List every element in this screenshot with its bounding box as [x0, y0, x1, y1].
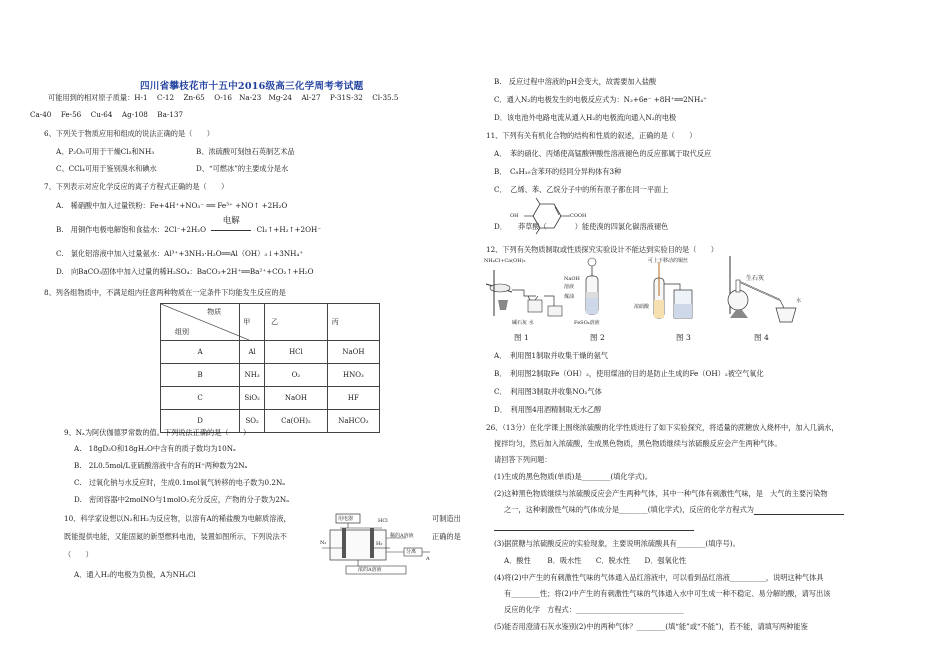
q26-part2-line2-text: 之一，这种刺激性气味的气体成分是________(填化学式)，反应的化学方程式为	[504, 505, 754, 514]
fig1-bottom-label: 碱石灰 水	[512, 320, 534, 326]
q26-part4-line1: (4)将(2)中产生的有刺激性气味的气体通入品红溶液中，可以看到品红溶液__________，说明这种气体具	[494, 573, 824, 582]
fig2-solution-label: 溶液	[564, 284, 575, 290]
atomic-masses-line1: 可能用到的相对原子质量：H-1 C-12 Zn-65 O-16 Na-23 Mg-24 Al-27 P-31S-32 Cl-35.5	[48, 93, 399, 102]
q8-col-bing: 丙	[327, 304, 379, 341]
q7-option-d: D. 向BaCO₃固体中加入过量的稀H₂SO₄：BaCO₃+2H⁺══Ba²⁺+CO₂↑+H₂O	[56, 267, 314, 276]
q11-stem: 11、下列有关有机化合物的结构和性质的叙述，正确的是（ ）	[486, 131, 697, 140]
q10-stem-line1: 10、科学家设想以N₂和H₂为反应物，以溶有A的稀盐酸为电解质溶液，	[64, 514, 291, 523]
q8-cell: NaOH	[327, 341, 379, 364]
q8-cell: Al	[240, 341, 265, 364]
fuel-cell-concentrated-label: 浓的A溶液	[358, 567, 382, 573]
q26-stem-line1: 26、（13分）在化学课上围绕浓硫酸的化学性质进行了如下实验探究，将适量的蔗糖放入烧杯中，加入几滴水，	[486, 423, 839, 432]
fig3-caption: 图 3	[676, 333, 691, 342]
q10-paren: （ ）	[64, 550, 93, 559]
fuel-cell-dilute-label: 稀的A溶液	[390, 533, 414, 539]
q7-option-c: C. 氯化铝溶液中加入过量氨水：Al³⁺+3NH₃·H₂O══Al（OH）₃↓+3NH₄⁺	[56, 249, 304, 258]
fuel-cell-a-label: A	[426, 556, 430, 562]
q11-option-a: A． 苯的硝化、丙烯使高锰酸钾酸性溶液褪色的反应都属于取代反应	[494, 149, 712, 158]
q26-part3: (3)据蔗糖与浓硫酸反应的实验现象，主要说明浓硫酸具有________(填序号)。	[494, 539, 740, 548]
fig4-water-label: 水	[796, 298, 802, 304]
q8-cell: HNO₃	[327, 364, 379, 387]
q7-stem: 7、下列表示对应化学反应的离子方程式正确的是（ ）	[44, 182, 229, 191]
fuel-cell-n2-label: N₂	[320, 540, 327, 546]
q8-cell: NaHCO₃	[327, 410, 379, 433]
q8-corner-cell	[161, 304, 240, 341]
q11-option-d-prefix: D．	[494, 222, 507, 231]
q8-header-row	[161, 304, 380, 341]
q6-stem: 6、下列关于物质应用和组成的说法正确的是（ ）	[44, 129, 214, 138]
exam-title: 四川省攀枝花市十五中2016级高三化学周考考试题	[140, 81, 364, 92]
table-row	[161, 387, 380, 410]
fig2-feso4-label: FeSO₄溶液	[574, 320, 600, 326]
fig2-naoh-label: NaOH	[564, 276, 580, 282]
q8-cell: SO₂	[240, 410, 265, 433]
q12-apparatus-figures	[484, 256, 804, 336]
q9-stem: 9、Nₐ为阿伏伽德罗常数的值。下列说法正确的是（ ）	[64, 428, 251, 437]
q12-stem: 12、下列有关物质制取或性质探究实验设计不能达到实验目的是（ ）	[486, 245, 718, 254]
q12-option-d: D． 利用图4用酒精制取无水乙醇	[494, 405, 602, 414]
q6-option-b: B、浓硫酸可刻蚀石英制艺术品	[196, 147, 295, 156]
q8-header-top: 物质	[207, 308, 222, 316]
q7-electrolysis-arrow	[208, 216, 254, 235]
fig2-kerosene-label: 煤油	[564, 294, 575, 300]
q8-table	[160, 303, 380, 433]
q8-col-jia: 甲	[240, 304, 265, 341]
q10-option-d: D．该电池外电路电流从通入H₂的电极流向通入N₂的电极	[494, 113, 677, 122]
q8-cell: HCl	[265, 341, 328, 364]
table-row	[161, 364, 380, 387]
q7-option-b-right: Cl₂↑+H₂↑+2OH⁻	[256, 225, 322, 234]
shikimic-oh-label: OH	[510, 213, 519, 219]
q8-cell: HF	[327, 387, 379, 410]
q26-intro: 请回答下列问题：	[494, 455, 552, 464]
q10-option-b: B. 反应过程中溶液的pH会变大，故需要加入盐酸	[494, 77, 657, 86]
q26-part2-answer-blank[interactable]	[754, 506, 844, 515]
q12-option-b: B． 利用图2制取Fe（OH）₂，使用煤油的目的是防止生成的Fe（OH）₂被空气氧化	[494, 369, 764, 378]
fig1-caption: 图 1	[514, 333, 529, 342]
fig3-wire-label: 可上下移动的铜丝	[648, 258, 689, 264]
fuel-cell-load-label: 用电器	[338, 516, 354, 522]
q11-option-c: C． 乙烯、苯、乙烷分子中的所有原子都在同一平面上	[494, 185, 669, 194]
q6-option-a: A、P₂O₅可用于干燥Cl₂和NH₃	[56, 147, 155, 156]
q26-part2-line1: (2)这种黑色物质继续与浓硫酸反应会产生两种气体，其中一种气体有刺激性气味，是 大气的主要污染物	[494, 489, 828, 498]
q7-electrolysis-label: 电解	[222, 216, 240, 226]
q6-option-c: C、CCl₄可用于鉴别溴水和碘水	[56, 164, 157, 173]
q10-option-a: A．通入H₂的电极为负极，A为NH₄Cl	[74, 570, 196, 579]
q9-option-c: C. 过氧化钠与水反应时，生成0.1mol氧气转移的电子数为0.2Nₐ	[74, 478, 286, 487]
fuel-cell-separate-label: 分离	[406, 549, 417, 555]
q26-part2-line2	[504, 505, 844, 515]
q8-cell: Ca(OH)₂	[265, 410, 328, 433]
q7-option-a: A. 稀硝酸中加入过量铁粉：Fe+4H⁺+NO₃⁻ ══ Fe³⁺ +NO↑ +2H₂O	[56, 201, 288, 210]
q9-option-d: D. 密闭容器中2molNO与1molO₂充分反应，产物的分子数为2Nₐ	[74, 495, 289, 504]
q8-group: D	[161, 410, 240, 433]
q8-group: B	[161, 364, 240, 387]
q8-cell: NaOH	[265, 387, 328, 410]
q10-stem-line1-tail: 可制造出	[432, 514, 461, 523]
fuel-cell-h2-label: H₂	[376, 541, 383, 547]
q11-option-d-open: 莽草酸（	[518, 222, 547, 231]
q6-option-d: D、“可燃冰”的主要成分是水	[196, 164, 289, 173]
fig4-caption: 图 4	[754, 333, 769, 342]
fuel-cell-hcl-label: HCl	[378, 518, 388, 524]
q8-cell: O₂	[265, 364, 328, 387]
shikimic-cooh-label: COOH	[570, 213, 587, 219]
q10-stem-line2: 既能提供电能，又能固氮的新型燃料电池，装置如图所示，下列说法不	[64, 532, 287, 541]
q26-part4-line3: 反应的化学 方程式：______________________________	[504, 605, 684, 614]
q26-part2-line3	[494, 521, 694, 531]
q11-option-d-tail: ）能使溴的四氯化碳溶液褪色	[574, 222, 669, 231]
q26-part4-line2: 有________性；将(2)中产生的有刺激性气味的气体通入水中可生成一种不稳定、易分解的酸，请写出该	[504, 589, 831, 598]
q8-stem: 8、列各组物质中，不满足组内任意两种物质在一定条件下均能发生反应的是	[44, 288, 286, 297]
fuel-cell-diagram	[320, 512, 432, 576]
table-row	[161, 341, 380, 364]
q8-cell: NH₃	[240, 364, 265, 387]
fig3-nitric-acid-label: 浓硝酸	[634, 304, 650, 310]
atomic-masses-line2: Ca-40 Fe-56 Cu-64 Ag-108 Ba-137	[30, 110, 184, 119]
q8-header-bottom: 组别	[175, 328, 189, 336]
q12-option-c: C． 利用图3制取并收集NO₂气体	[494, 387, 602, 396]
q26-stem-line2: 搅拌均匀，然后加入浓硫酸，生成黑色物质，黑色物质继续与浓硫酸反应会产生两种气体。	[494, 439, 782, 448]
q11-option-d-text	[518, 222, 668, 232]
fig1-reagent-label: NH₄Cl+Ca(OH)₂	[484, 258, 526, 264]
fig2-caption: 图 2	[590, 333, 605, 342]
q12-option-a: A． 利用图1制取并收集干燥的氨气	[494, 351, 608, 360]
q9-option-b: B. 2L0.5mol/L亚硫酸溶液中含有的H⁺两种数为2Nₐ	[74, 461, 248, 470]
q9-option-a: A. 18gD₂O和18gH₂O中含有的质子数均为10Nₐ	[74, 444, 236, 453]
q26-part5: (5)能否用澄清石灰水鉴别(2)中的两种气体？________(填“能”或“不能”)，若不能，请填写两种能鉴	[494, 622, 808, 631]
q10-stem-line2-tail: 正确的是	[432, 532, 461, 541]
q10-option-c: C．通入N₂的电极发生的电极反应式为：N₂+6e⁻ +8H⁺══2NH₄⁺	[494, 95, 707, 104]
q8-group: C	[161, 387, 240, 410]
q26-part3-options: A．酸性 B．吸水性 C．脱水性 D．强氧化性	[504, 556, 687, 565]
q8-col-yi: 乙	[265, 304, 328, 341]
q26-part2-equation-blank[interactable]	[494, 522, 694, 531]
q8-group: A	[161, 341, 240, 364]
q7-option-b-left: B. 用铜作电极电解饱和食盐水：2Cl⁻+2H₂O	[56, 225, 206, 234]
q11-option-b: B． C₈H₁₀含苯环的烃同分异构体有3种	[494, 167, 622, 176]
q7-option-b	[56, 216, 322, 235]
q26-part1: (1)生成的黑色物质(单质)是________(填化学式)。	[494, 472, 652, 481]
q8-cell: SiO₂	[240, 387, 265, 410]
fig4-quicklime-label: 生石灰	[746, 275, 765, 282]
